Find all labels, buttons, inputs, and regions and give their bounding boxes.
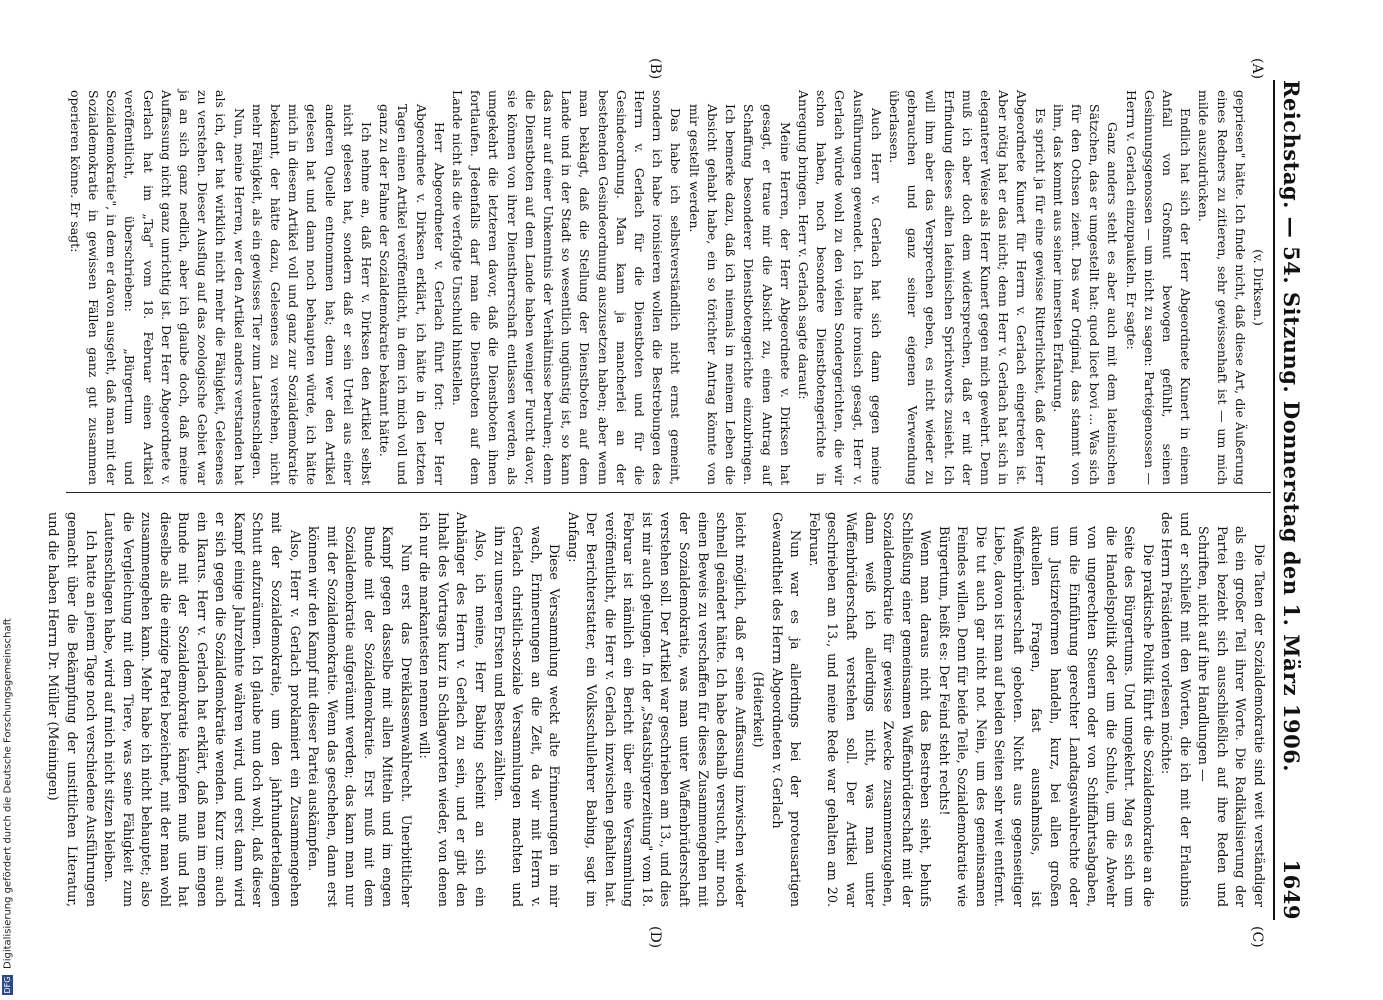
paragraph: und er schließt mit den Worten, die ich mit der Erlaubnis des Herrn Präsidenten vorlesen möchte:: [1158, 512, 1192, 907]
paragraph: Also, Herr v. Gerlach proklamiert ein Zusammengehen mit der Sozialdemokratie, um den jahrhundertelangen Schutt aufzuräumen. Ich glaube nun doch wohl, daß dieser Kampf einige Jahrzehnte währen wird, und erst dann wird er sich gegen die Sozialdemokratie wenden. Kurz um: auch ein Ikarus. Herr v. Gerlach hat erklärt, daß man im engen Bunde mit der Sozialdemokratie kämpfen muß und hat dieselbe als die einzige Partei bezeichnet, mit der man wohl zusammengehen kann. Mehr habe ich nicht behauptet; also die Vergleichung mit dem Tiere, was seine Fähigkeit zum Lautenschlagen habe, wird auf mich nicht sitzen bleiben.: [101, 512, 302, 907]
column-divider: [66, 492, 1271, 493]
margin-mark-d: (D): [647, 926, 663, 949]
paragraph: Auch Herr v. Gerlach hat sich dann gegen meine Ausführungen gewendet. Ich hatte ironisch gesagt, Herr v. Gerlach würde wohl zu den vielen Sondergerichten, die wir schon haben, noch besondere Dienstbotengerichte in Anregung bringen. Herr v. Gerlach sagte darauf:: [795, 90, 884, 485]
paragraph: Nun, meine Herren, wer den Artikel anders verstanden hat als ich, der hat wirklich nicht mehr die Fähigkeit, Gelesenes zu verstehen. Dieser Ausflug auf das zoologische Gebiet war ja an sich ganz nedlich, aber ich glaube doch, daß meine Auffassung nicht ganz unrichtig ist. Der Herr Abgeordnete v. Gerlach hat im „Tag" vom 18. Februar einen Artikel veröffentlicht, überschrieben: „Bürgertum und Sozialdemokratie", in dem er davon ausgeht, daß man mit der Sozialdemokratie in gewissen Fällen ganz gut zusammen operieren könne. Er sagt:: [67, 90, 247, 485]
paragraph: Nun war es ja allerdings bei der proteusartigen Gewandtheit des Herrn Abgeordneten v. Gerlach: [768, 512, 803, 907]
footer-note: [2, 618, 14, 995]
quote-paragraph: Ich nehme an, daß Herr v. Dirksen den Artikel selbst nicht gelesen hat, sondern daß er sein Urteil aus einer anderen Quelle entnommen hat; denn wer den Artikel gelesen hat und dann noch behaupten würde, ich hätte mich in diesem Artikel voll und ganz zur Sozialdemokratie bekannt, der hätte dazu, Gelesenes zu verstehen, nicht mehr Fähigkeit, als ein gewisses Tier zum Lautenschlagen.: [249, 104, 375, 485]
left-column: [66, 90, 1267, 485]
dfg-logo-icon: DFG: [3, 976, 12, 994]
margin-mark-c: (C): [1249, 926, 1265, 948]
speaker-label: (v. Dirksen.): [1251, 249, 1266, 326]
header-rule: [1273, 80, 1275, 920]
quote-paragraph: Meine Herren, der Herr Abgeordnete v. Dirksen hat gesagt, er traue mir die Absicht zu, einen Antrag auf Schaffung besonderer Dienstbotengerichte einzubringen. Ich bemerke dazu, daß ich niemals in meinem Leben die Absicht gehabt habe, ein so törichter Antrag könnte von mir gestellt werden.: [686, 104, 793, 485]
quote-paragraph: Ganz anders steht es aber auch mit dem lateinischen Sätzchen, das er umgestellt hat: quod licet bovi ... Was sich für den Ochsen ziemt. Das war Original, das stammt von ihm, das kommt aus seiner innersten Erfahrung.: [1050, 104, 1121, 485]
paragraph: gepriesen" hätte. Ich finde nicht, daß diese Art, die Äußerung eines Redners zu zitieren, sehr gewissenhaft ist — um mich milde auszudrücken.: [1196, 90, 1248, 485]
quote-paragraph: Nun erst das Dreiklassenwahlrecht. Unerbittlicher Kampf gegen dasselbe mit allen Mitteln und im engen Bunde mit der Sozialdemokratie. Erst muß mit dem Sozialdemokratie aufgeräumt werden; das kann man nur mit der Sozialdemokratie. Wenn das geschehen, dann erst können wir den Kampf mit dieser Partei auskämpfen.: [305, 526, 413, 907]
paragraph: Endlich hat sich der Herr Abgeordnete Kunert in einem Anfall von Großmut bewogen gefühlt, seinen Gesinnungsgenossen — um nicht zu sagen: Parteigenossen — Herrn v. Gerlach einzupaukeln. Er sagte:: [1123, 90, 1194, 485]
paragraph: leicht möglich, daß er seine Auffassung inzwischen wieder schnell geändert hätte. Ich habe deshalb versucht, mir noch einen Beweis zu verschaffen für dieses Zusammengehen mit der Sozialdemokratie, was man unter Waffenbrüderschaft verstehen soll. Der Artikel war geschrieben am 13., und dies ist mir auch gelungen. In der „Staatsbürgerzeitung" vom 18. Februar ist nämlich ein Bericht über eine Versammlung veröffentlicht, die Herr v. Gerlach inzwischen gehalten hat. Der Berichterstatter, ein Volksschullehrer Babing, sagt im Anfang:: [564, 512, 747, 907]
quote-paragraph: Diese Versammlung weckt alte Erinnerungen in mir wach, Erinnerungen an die Zeit, da wir mit Herrn v. Gerlach christlich-soziale Versammlungen machten und ihn zu unseren Ersten und Besten zählten.: [490, 526, 562, 907]
page-header: [1279, 80, 1313, 920]
margin-mark-b: (B): [647, 58, 663, 80]
page-number: 1649: [1279, 859, 1304, 920]
quote-paragraph: Die praktische Politik führt die Sozialdemokratie an die Seite des Bürgertums. Und umgekehrt. Mag es sich um die Handelspolitik oder um die Schule, um die Abwehr von ungerechten Steuern oder von Schiffahrtsabgaben, um die Einführung gerechter Landtagswahlrechte oder um Justizreformen handeln, kurz, bei allen großen aktuellen Fragen, fast ausnahmslos, ist Waffenbrüderschaft geboten. Nicht aus gegenseitiger Liebe, davon ist man auf beiden Seiten sehr weit entfernt. Die tut auch gar nicht not. Nein, um des gemeinsamen Feindes willen. Denn für beide Teile, Sozialdemokratie wie Bürgertum, heißt es: Der Feind steht rechts!: [935, 526, 1155, 907]
paragraph: Also, ich meine, Herr Babing scheint an sich ein Anhänger des Herrn v. Gerlach zu sein, und er gibt den Inhalt des Vortrags kurz in Schlagworten wieder, von denen ich nur die markantesten nennen will:: [416, 512, 488, 907]
header-title: Reichstag. — 54. Sitzung. Donnerstag den 1. März 1906.: [1279, 80, 1304, 773]
interjection: (Heiterkeit): [750, 671, 766, 748]
paragraph: Ich hatte an jenem Tage noch verschiedene Ausführungen gemacht über die Bekämpfung der unsittlichen Literatur, und die haben Herrn Dr. Müller (Meiningen): [45, 512, 98, 907]
paragraph: Es spricht ja für eine gewisse Ritterlichkeit, daß der Herr Abgeordnete Kunert für Herrn v. Gerlach eingetreten ist. Aber nötig hat er das nicht; denn Herr v. Gerlach hat sich in eleganterer Weise als Herr Kunert gegen mich gewehrt. Denn muß ich aber doch dem widersprechen, daß er mit der Erfindung dieses alten lateinischen Sprichworts zusieht. Ich will ihm aber das Versprechen geben, es nicht wieder zu gebrauchen und ganz seiner eigenen Verwendung überlassen.: [886, 90, 1048, 485]
quote-paragraph: Die Taten der Sozialdemokratie sind weit verständiger als ein großer Teil ihrer Worte. Die Radikalisierung der Partei bezieht sich ausschließlich auf ihre Reden und Schriften, nicht auf ihre Handlungen —: [1195, 526, 1266, 907]
paragraph: Wenn man daraus nicht das Bestreben sieht, behufs Schließung einer gemeinsamen Waffenbrüderschaft mit der Sozialdemokratie für gewisse Zwecke zusammenzugehen, dann weiß ich allerdings nicht, was man unter Waffenbrüderschaft verstehen soll. Der Artikel war geschrieben am 13., und meine Rede war gehalten am 20. Februar.: [805, 512, 933, 907]
footer-text: Digitalisierung gefördert durch die Deutsche Forschungsgemeinschaft: [2, 618, 14, 969]
paragraph: Das habe ich selbstverständlich nicht ernst gemeint, sondern ich habe ironisieren wollen die Bestrebungen des Herrn v. Gerlach für die Dienstboten und für die Gesindeordnung. Man kann ja mancherlei an der bestehenden Gesindeordnung auszusetzen haben; aber wenn man beklagt, daß die Stellung der Dienstboten auf dem Lande und in der Stadt so wesentlich ungünstig ist, so kann das nur auf einer Unkenntnis der Verhältnisse beruhen; denn die Dienstboten auf dem Lande haben weniger Furcht davor, sie können von ihrer Dienstherrschaft entlassen werden, als umgekehrt die letzteren davor, daß die Dienstboten ihnen fortlaufen. Jedenfalls darf man die Dienstboten auf dem Lande nicht als die verfolgte Unschuld hinstellen.: [450, 90, 684, 485]
right-column: [43, 512, 1267, 907]
margin-mark-a: (A): [1249, 58, 1265, 80]
quote-paragraph: Herr Abgeordneter v. Gerlach führt fort: Der Herr Abgeordnete v. Dirksen erklärt, ich hätte in den letzten Tagen einen Artikel veröffentlicht, in dem ich mich voll und ganz zu der Fahne der Sozialdemokratie bekannt hätte.: [377, 104, 447, 485]
